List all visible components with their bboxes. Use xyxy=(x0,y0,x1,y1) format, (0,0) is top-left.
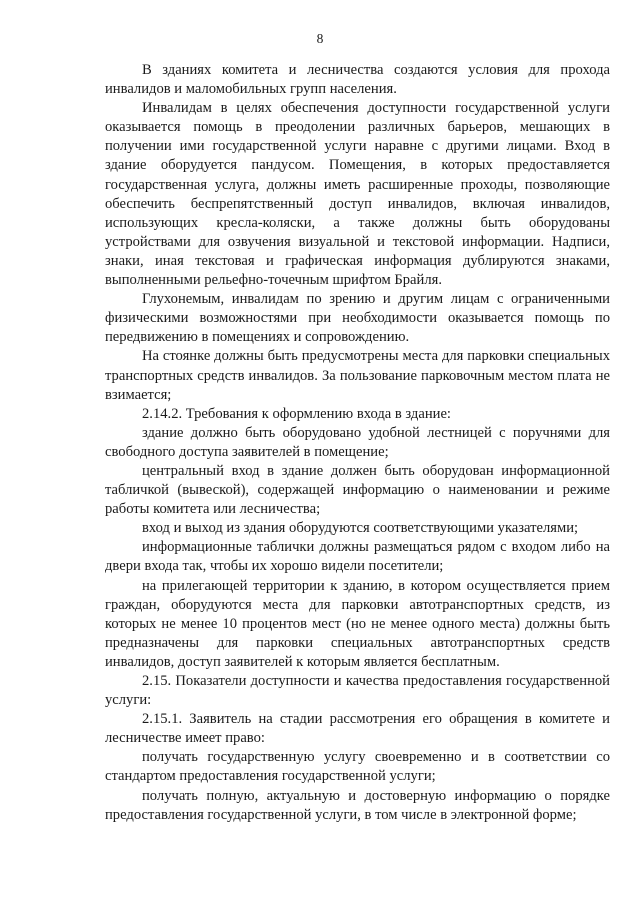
paragraph-info-plates: информационные таблички должны размещаться рядом с входом либо на двери входа так, чтобы их хорошо видели посетители; xyxy=(105,539,610,575)
paragraph-parking: На стоянке должны быть предусмотрены места для парковки специальных транспортных средств инвалидов. За пользование парковочным местом плата не взимается; xyxy=(105,348,610,403)
document-body xyxy=(105,61,610,825)
paragraph-disabled-assistance: Инвалидам в целях обеспечения доступности государственной услуги оказывается помощь в преодолении различных барьеров, мешающих в получении ими государственной услуги наравне с другими лицами. Вход в здание оборудуется пандусом. Помещения, в которых предоставляется государственная услуга, должны иметь расширенные проходы, позволяющие обеспечить беспрепятственный доступ инвалидов, включая инвалидов, использующих кресла-коляски, а также должны быть оборудованы устройствами для озвучения визуальной и текстовой информации. Надписи, знаки, иная текстовая и графическая информация дублируются знаками, выполненными рельефно-точечным шрифтом Брайля. xyxy=(105,100,610,289)
paragraph-entrance-requirements-heading: 2.14.2. Требования к оформлению входа в здание: xyxy=(142,405,451,422)
paragraph-applicant-rights-heading: 2.15.1. Заявитель на стадии рассмотрения его обращения в комитете и лесничестве имеет право: xyxy=(105,711,610,747)
page-number: 8 xyxy=(316,31,324,46)
paragraph-staircase-handrails: здание должно быть оборудовано удобной лестницей с поручнями для свободного доступа заявителей в помещение; xyxy=(105,424,610,460)
paragraph-escort-assistance: Глухонемым, инвалидам по зрению и другим лицам с ограниченными физическими возможностями при необходимости оказывается помощь по передвижению в помещениях и сопровождению. xyxy=(105,291,610,346)
paragraph-accessibility-conditions: В зданиях комитета и лесничества создаются условия для прохода инвалидов и маломобильных групп населения. xyxy=(105,62,610,98)
paragraph-quality-indicators-heading: 2.15. Показатели доступности и качества предоставления государственной услуги: xyxy=(105,673,610,709)
paragraph-central-entrance-sign: центральный вход в здание должен быть оборудован информационной табличкой (вывеской), содержащей информацию о наименовании и режиме работы комитета или лесничества; xyxy=(105,462,610,518)
paragraph-adjacent-parking: на прилегающей территории к зданию, в котором осуществляется прием граждан, оборудуются места для парковки автотранспортных средств, из которых не менее 10 процентов мест (но не менее одного места) должны быть предназначены для парковки специальных автотранспортных средств инвалидов, доступ заявителей к которым является бесплатным. xyxy=(105,577,610,670)
paragraph-right-timely-service: получать государственную услугу своевременно и в соответствии со стандартом предоставления государственной услуги; xyxy=(105,749,610,785)
paragraph-entrance-exit-signs: вход и выход из здания оборудуются соответствующими указателями; xyxy=(142,520,579,537)
paragraph-right-full-information: получать полную, актуальную и достоверную информацию о порядке предоставления государственной услуги, в том числе в электронной форме; xyxy=(105,787,610,823)
